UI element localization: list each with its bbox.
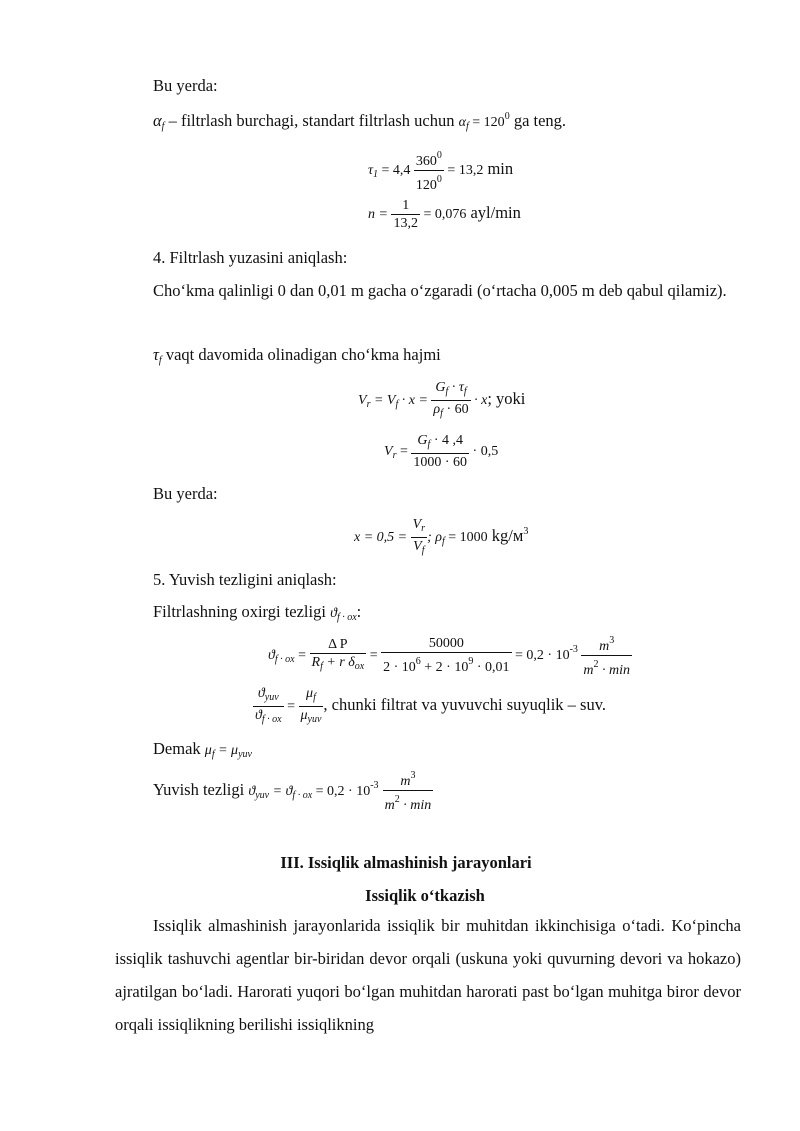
fraction: $\frac{m^3}{m^2 \cdot \min}$ xyxy=(583,635,631,678)
equation-n: n = $\frac{1}{13,2}$ = 0,076 ayl/min xyxy=(368,198,521,231)
fraction: $\frac{G_f \cdot 4 ,4}{1000 \cdot 60}$ xyxy=(413,433,468,470)
equation-tau: $\tau_1 = 4,4$ $\frac{360^0}{120^0}$ = 13,2 min xyxy=(368,150,514,193)
fraction: $\frac{V_r}{V_f}$ xyxy=(411,517,427,559)
demak-line: Demak $\mu_f = \mu_{yuv}$ xyxy=(153,739,252,760)
equation-x: x = 0,5 = $\frac{V_r}{V_f}$ ; $\rho_f = 1000$ $kg/м^3$ xyxy=(354,517,528,559)
equation-ratio: $\frac{ϑ_{yuv}}{ϑ_{f \cdot ox}}$ = $\frac{\mu_f}{\mu_{yuv}}$ , chunki filtrat va yuvuvchi suyuqlik – suv. xyxy=(253,686,606,728)
equation-velocity: $ϑ_{f \cdot ox}$ = $\frac{\text{Δ P}}{R_f + r \delta_{ox}}$ = $\frac{50000}{2 \cdot 10^6 + 2 \cdot 10^9 \cdot 0,01}$ = $0,2 \cdot 10^{-3}$ $\frac{m^3}{m^2 \cdot \min}$ xyxy=(268,635,631,678)
alpha-symbol: α xyxy=(153,111,162,130)
section-5-line: Filtrlashning oxirgi tezligi $ϑ_{f \cdot ox}$: xyxy=(153,602,362,623)
yuvish-line: Yuvish tezligi $ϑ_{yuv} = ϑ_{f \cdot ox} = 0,2 \cdot 10^{-3}$ $\frac{m^3}{m^2 \cdot \min}$ xyxy=(153,770,432,813)
subsection-heading: Issiqlik o‘tkazish xyxy=(365,886,485,905)
fraction: $\frac{50000}{2 \cdot 10^6 + 2 \cdot 10^9 \cdot 0,01}$ xyxy=(383,636,510,675)
body-paragraph: Issiqlik almashinish jarayonlarida issiqlik bir muhitdan ikkinchisiga o‘tadi. Ko‘pincha issiqlik tashuvchi agentlar bir-biridan devor orqali (uskuna yoki quvurning devori va hokazo) ajratilgan bo‘ladi. Harorati yuqori bo‘lgan muhitdan harorati past bo‘lgan muhitga biror devor orqali issiqlikning berilishi issiqlikning xyxy=(115,916,741,1034)
section-5-title: 5. Yuvish tezligini aniqlash: xyxy=(153,570,337,589)
fraction: $\frac{360^0}{120^0}$ xyxy=(415,150,442,193)
fraction: $\frac{\mu_f}{\mu_{yuv}}$ xyxy=(299,686,324,728)
paragraph-bu-yerda: Bu yerda: xyxy=(153,76,218,95)
section-4-paragraph: Cho‘kma qalinligi 0 dan 0,01 m gacha o‘zgaradi (o‘rtacha 0,005 m deb qabul qilamiz). xyxy=(153,281,727,300)
section-4-title: 4. Filtrlash yuzasini aniqlash: xyxy=(153,248,348,267)
fraction: $\frac{G_f \cdot \tau_f}{\rho_f \cdot 60}$ xyxy=(431,380,470,422)
section-heading: III. Issiqlik almashinish jarayonlari xyxy=(280,853,532,872)
equation-vr-1: $V_r = V_f \cdot x$ = $\frac{G_f \cdot \tau_f}{\rho_f \cdot 60}$ · x; yoki xyxy=(358,380,525,422)
fraction: $\frac{m^3}{m^2 \cdot \min}$ xyxy=(384,770,432,813)
tau-f-line: $\tau_f$ vaqt davomida olinadigan cho‘kma hajmi xyxy=(153,345,441,366)
fraction: $\frac{\text{Δ P}}{R_f + r \delta_{ox}}$ xyxy=(310,637,367,675)
paragraph-bu-yerda-2: Bu yerda: xyxy=(153,484,218,503)
equation-vr-2: $V_r$ = $\frac{G_f \cdot 4 ,4}{1000 \cdot 60}$ · 0,5 xyxy=(384,433,499,470)
alpha-definition: $\alpha_f$ – filtrlash burchagi, standart filtrlash uchun $\alpha_f = 120^0$ ga teng. xyxy=(153,111,567,132)
fraction: $\frac{ϑ_{yuv}}{ϑ_{f \cdot ox}}$ xyxy=(253,686,284,728)
fraction: $\frac{1}{13,2}$ xyxy=(393,198,418,231)
